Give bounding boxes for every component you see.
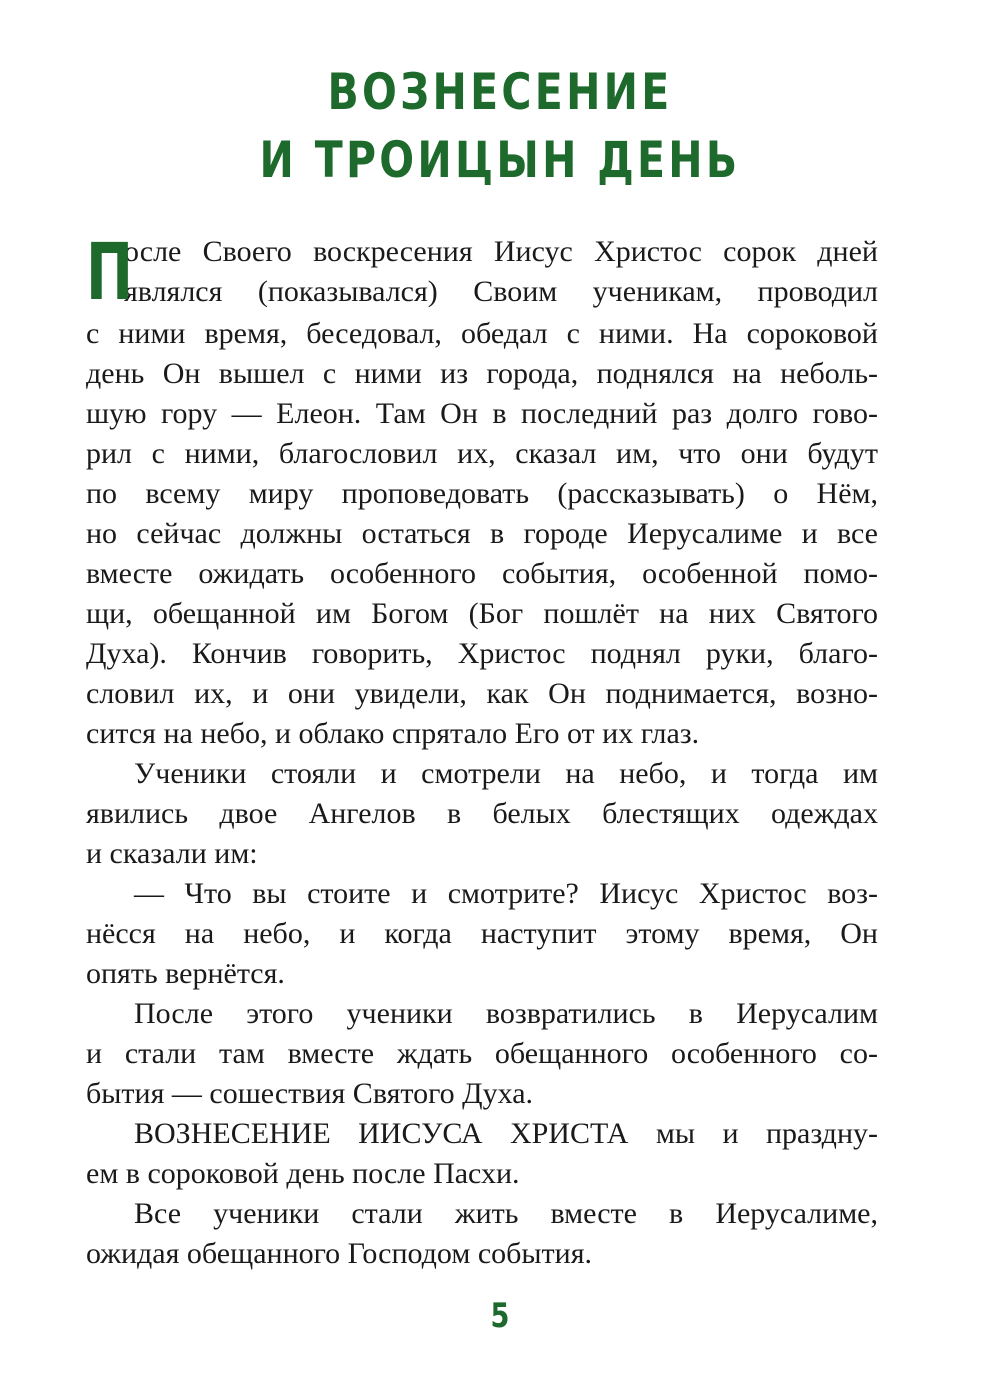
text-line: явились двое Ангелов в белых блестящих одеждах: [86, 797, 878, 830]
paragraph-5: [86, 1114, 878, 1194]
text-line: сится на небо, и облако спрятало Его от их глаз.: [86, 717, 700, 750]
text-line: ВОЗНЕСЕНИЕ ИИСУСА ХРИСТА мы и праздну-: [134, 1117, 878, 1150]
paragraph-3: [86, 874, 878, 994]
text-line: ожидая обещанного Господом события.: [86, 1237, 593, 1270]
chapter-body: [86, 228, 878, 1274]
text-line: осле Своего воскресения Иисус Христос сорок дней: [124, 235, 878, 268]
paragraph-1-opening: [86, 228, 878, 318]
text-line: вместе ожидать особенного события, особенной помо-: [86, 557, 878, 590]
text-line: словил их, и они увидели, как Он поднимается, возно-: [86, 677, 878, 710]
text-line: рил с ними, благословил их, сказал им, что они будут: [86, 437, 878, 470]
paragraph-6: [86, 1194, 878, 1274]
chapter-title-line-2: И ТРОИЦЫН ДЕНЬ: [259, 131, 741, 189]
text-line: по всему миру проповедовать (рассказывать) о Нём,: [86, 477, 878, 510]
drop-cap: П: [86, 228, 134, 318]
text-line: являлся (показывался) Своим ученикам, проводил: [124, 275, 878, 308]
text-line: — Что вы стоите и смотрите? Иисус Христос воз-: [134, 877, 878, 910]
text-line: щи, обещанной им Богом (Бог пошлёт на них Святого: [86, 597, 878, 630]
text-line: и стали там вместе ждать обещанного особенного со-: [86, 1037, 878, 1070]
page-number: 5: [490, 1296, 510, 1336]
paragraph-4: [86, 994, 878, 1114]
text-line: опять вернётся.: [86, 957, 285, 990]
text-line: бытия — сошествия Святого Духа.: [86, 1077, 534, 1110]
paragraph-2: [86, 754, 878, 874]
drop-cap-lines: [124, 232, 878, 312]
text-line: шую гору — Елеон. Там Он в последний раз долго гово-: [86, 397, 878, 430]
text-line: и сказали им:: [86, 837, 258, 870]
paragraph-1-body: [86, 314, 878, 754]
text-line: Духа). Кончив говорить, Христос поднял руки, благо-: [86, 637, 878, 670]
text-line: нёсся на небо, и когда наступит этому время, Он: [86, 917, 878, 950]
chapter-title-line-1: ВОЗНЕСЕНИЕ: [327, 63, 673, 121]
text-line: но сейчас должны остаться в городе Иерусалиме и все: [86, 517, 878, 550]
text-line: день Он вышел с ними из города, поднялся на неболь-: [86, 357, 878, 390]
chapter-title: [90, 58, 910, 194]
text-line: ем в сороковой день после Пасхи.: [86, 1157, 520, 1190]
text-line: с ними время, беседовал, обедал с ними. На сороковой: [86, 317, 878, 350]
text-line: Ученики стояли и смотрели на небо, и тогда им: [134, 757, 878, 790]
text-line: После этого ученики возвратились в Иерусалим: [134, 997, 878, 1030]
text-line: Все ученики стали жить вместе в Иерусалиме,: [134, 1197, 878, 1230]
